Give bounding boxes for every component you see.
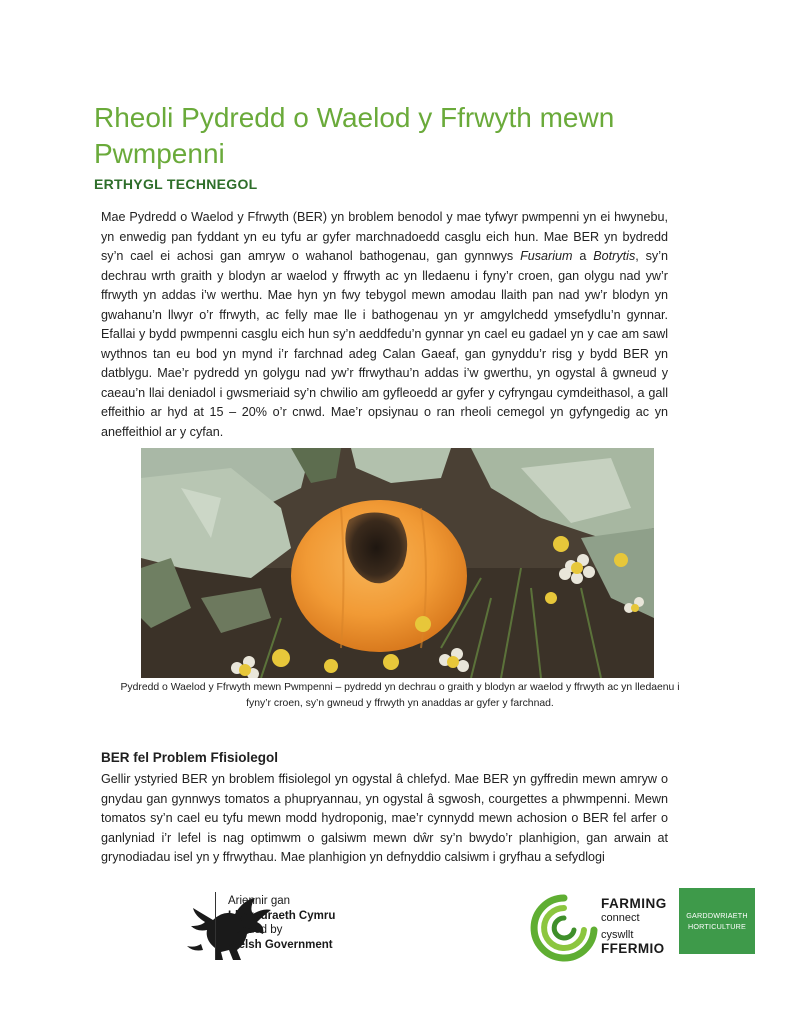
intro-text: , sy’n dechrau wrth graith y blodyn ar waelod y ffrwyth ac yn lledaenu i fyny’r croen, gan olygu nad yw’r ffrwyth yn addas i’w werthu. Mae hyn yn fwy tebygol mewn amodau llaith pan nad yw’r blodyn yn gwahanu’n llwyr o’r ffrwyth, ac felly mae lle i bathogenau yn yr amgylchedd ymsefydlu’n gynnar. Efallai y bydd pwmpenni casglu eich hun sy’n aeddfedu’n gynnar yn cael eu gadael yn y cae am sawl wythnos tan eu bod yn mynd i’r farchnad adeg Calan Gaeaf, gan gynyddu’r risg y bydd BER yn datblygu. Mae’r pydredd yn golygu nad yw’r ffrwythau’n addas i’w gwerthu, yn ogystal â gwneud y caeau’n llai deniadol i gwsmeriaid sy’n chwilio am gyfleoedd ar gyfer y cyfryngau cymdeithasol, a gall effeithio ar hyd at 15 – 20% o’r cnwd. Mae’r opsiynau o ran rheoli cemegol yn gyfyngedig ac yn aneffeithiol ar y cyfan. [101,249,668,439]
logo-divider [215,892,216,960]
funding-statement [228,894,335,952]
intro-paragraph [101,208,668,442]
farming-connect-wordmark [601,897,667,956]
farming-word: FARMING [601,896,667,911]
connect-word: connect [601,912,640,924]
pathogen-name: Botrytis [593,249,636,263]
page-title: Rheoli Pydredd o Waelod y Ffrwyth mewn Pwmpenni [94,102,615,169]
funded-by-english: Funded by [228,924,283,936]
pathogen-name: Fusarium [520,249,573,263]
pumpkin-photo [141,448,654,678]
welsh-government-welsh: Llywodraeth Cymru [228,909,336,922]
ffermio-word: FFERMIO [601,941,665,956]
article-type-label: ERTHYGL TECHNEGOL [94,176,258,192]
cyswllt-word: cyswllt [601,929,634,941]
section-paragraph: Gellir ystyried BER yn broblem ffisiolegol yn ogystal â chlefyd. Mae BER yn gyffredin mewn amryw o gnydau gan gynnwys tomatos a phupryannau, yn ogystal â sgwosh, courgettes a phwmpenni. Mewn tomatos sy’n cael eu tyfu mewn modd hydroponig, mae’r cynnydd mewn achosion o BER fel arfer o ganlyniad i’r lefel is nag optimwm o galsiwm mewn dŵr sy’n bwydo’r planhigion, gan arwain at grynodiadau isel yn y ffrwythau. Mae planhigion yn defnyddio calsiwm i gryfhau a sefydlogi [101,772,668,864]
photo-caption: Pydredd o Waelod y Ffrwyth mewn Pwmpenni – pydredd yn dechrau o graith y blodyn ar waelod y ffrwyth ac yn lledaenu i fyny’r croen, sy’n gwneud y ffrwyth yn anaddas ar gyfer y farchnad. [120,682,680,709]
horticulture-english: HORTICULTURE [687,922,747,931]
welsh-government-english: Welsh Government [228,938,333,951]
funded-by-welsh: Ariennir gan [228,895,291,907]
intro-text: a [572,249,594,263]
horticulture-welsh: GARDDWRIAETH [686,911,748,920]
section-heading: BER fel Problem Ffisiolegol [101,750,279,765]
intro-text: Mae Pydredd o Waelod y Ffrwyth (BER) yn broblem benodol y mae tyfwyr pwmpenni yn ei hwynebu, yn enwedig pan fyddant yn eu tyfu ar gyfer marchnadoedd casglu eich hun. Mae BER yn bydredd sy’n cael ei achosi gan amryw o wahanol bathogenau, gan gynnwys [101,210,668,263]
horticulture-badge [679,888,755,954]
